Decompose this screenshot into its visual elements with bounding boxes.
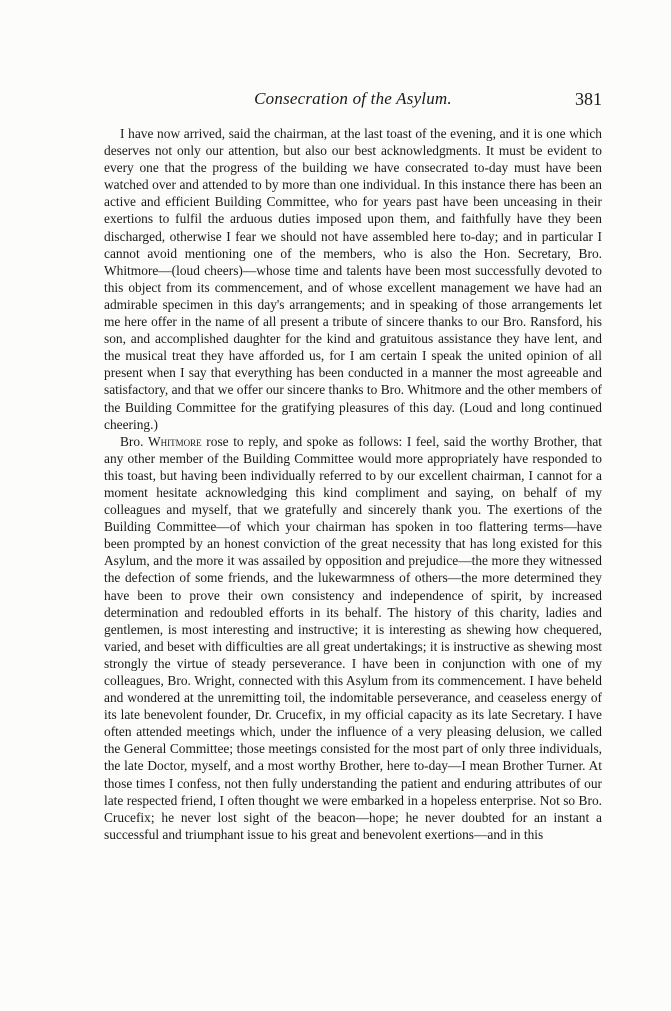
reply-text: rose to reply, and spoke as follows: I feel, said the worthy Brother, that any other member of the Building Committee would more appropriately have responded to this toast, but having been individually referred to by our excellent chairman, I cannot for a moment hesitate acknowledging this kind compliment and saying, on behalf of my colleagues and myself, that we gratefully and sincerely thank you. The exertions of the Building Committee—of which your chairman has spoken in too flattering terms—have been prompted by an honest conviction of the great necessity that has long existed for this Asylum, and the more it was assailed by opposition and prejudice—the more they witnessed the defection of some friends, and the lukewarmness of others—the more determined they have been to prove their own consistency and independence of spirit, by increased determination and redoubled efforts in its behalf. The history of this charity, ladies and gentlemen, is most interesting and instructive; it is interesting as shewing how chequered, varied, and beset with difficulties are all great undertakings; it is instructive as shewing most strongly the virtue of steady perseverance. I have been in conjunction with one of my colleagues, Bro. Wright, connected with this Asylum from its commencement. I have beheld and wondered at the unremitting toil, the indomitable perseverance, and ceaseless energy of its late benevolent founder, Dr. Crucefix, in my official capacity as its late Secretary. I have often attended meetings which, under the influence of a very pleasing delusion, we called the General Committee; those meetings consisted for the most part of only three individuals, the late Doctor, myself, and a most worthy Brother, here to-day—I mean Brother Turner. At those times I confess, not then fully understanding the patient and enduring attributes of our late respected friend, I often thought we were embarked in a hopeless enterprise. Not so Bro. Crucefix; he never lost sight of the beacon—hope; he never doubted for an instant a successful and triumphant issue to his great and benevolent exertions—and in this bbox=[104, 433, 602, 842]
paragraph-whitmore-reply bbox=[104, 433, 602, 843]
page-number: 381 bbox=[575, 89, 602, 109]
reply-lead: Bro. bbox=[120, 433, 144, 449]
running-title: Consecration of the Asylum. bbox=[254, 89, 452, 108]
body-text bbox=[104, 125, 602, 843]
running-head bbox=[104, 88, 602, 112]
speaker-name: Whitmore bbox=[148, 433, 202, 449]
paragraph-chairman-toast: I have now arrived, said the chairman, at the last toast of the evening, and it is one which deserves not only our attention, but also our best acknowledgments. It must be evident to every one that the progress of the building we have consecrated to-day must have been watched over and attended to by more than one individual. In this instance there has been an active and efficient Building Committee, who for years past have been unceasing in their exertions to fulfil the arduous duties imposed upon them, and faithfully have they been discharged, otherwise I fear we should not have assembled here to-day; and in particular I cannot avoid mentioning one of the members, who is also the Hon. Secretary, Bro. Whitmore—(loud cheers)—whose time and talents have been most successfully devoted to this object from its commencement, and of whose excellent management we have had an admirable specimen in this day's arrangements; and in speaking of those arrangements let me here offer in the name of all present a tribute of sincere thanks to our Bro. Ransford, his son, and accomplished daughter for the kind and gratuitous assistance they have lent, and the musical treat they have afforded us, for I am certain I speak the united opinion of all present when I say that everything has been conducted in a manner the most agreeable and satisfactory, and that we offer our sincere thanks to Bro. Whitmore and the other members of the Building Committee for the gratifying pleasures of this day. (Loud and long continued cheering.) bbox=[104, 126, 602, 432]
